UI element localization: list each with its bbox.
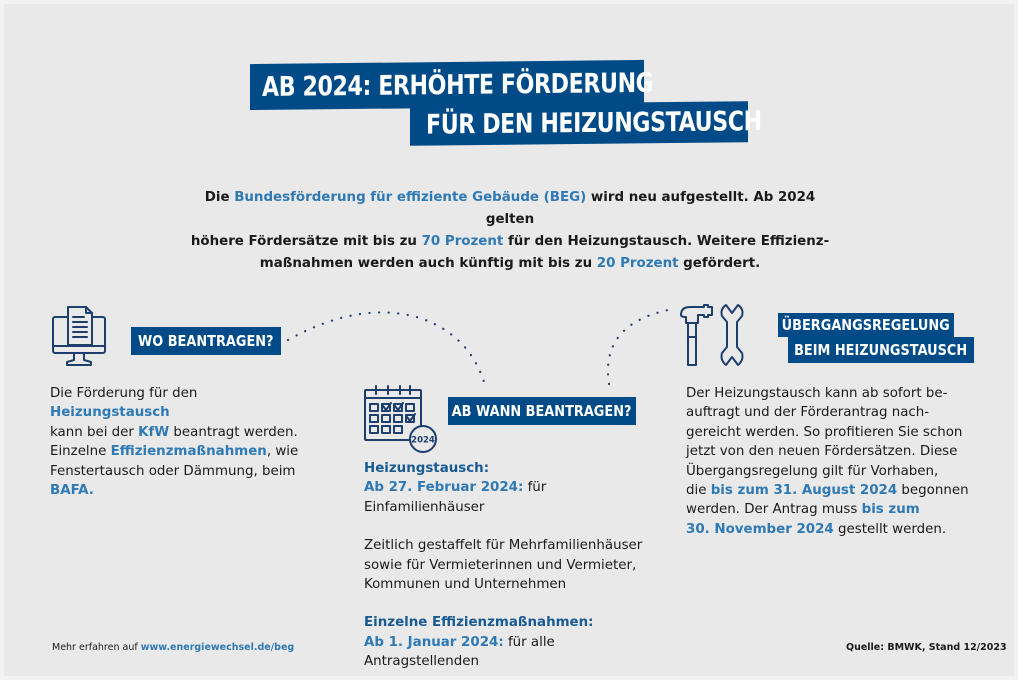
highlight-effizienzmassnahmen: Effizienzmaßnahmen: [110, 444, 267, 460]
footer-more-info: [52, 642, 294, 653]
text: Die Förderung für den: [50, 386, 198, 401]
text: für Einfamilienhäuser: [364, 480, 547, 515]
wo-beantragen-text: [50, 384, 320, 500]
monitor-document-icon: [50, 305, 108, 367]
date-1-januar: Ab 1. Januar 2024:: [364, 634, 504, 650]
label-ab-wann-beantragen: AB WANN BEANTRAGEN?: [448, 397, 636, 425]
text: Fenstertausch oder Dämmung, beim: [50, 463, 296, 479]
text: kann bei der: [50, 424, 139, 440]
text: auftragt und der Förderantrag nach-: [686, 405, 930, 421]
text: für alle Antragstellenden: [364, 634, 555, 670]
text: beantragt werden.: [169, 424, 298, 440]
calendar-2024-icon: [364, 384, 440, 454]
intro-highlight-beg: Bundesförderung für effiziente Gebäude (BEG): [234, 190, 587, 205]
intro-text: gefördert.: [678, 256, 761, 271]
intro-highlight-70: 70 Prozent: [421, 234, 504, 249]
title-line-1: AB 2024: ERHÖHTE FÖRDERUNG: [250, 60, 644, 110]
date-27-februar: Ab 27. Februar 2024:: [364, 480, 524, 496]
text: gereicht werden. So profitieren Sie schon: [686, 424, 963, 440]
intro-paragraph: [180, 187, 840, 275]
footer-source: Quelle: BMWK, Stand 12/2023: [846, 642, 1007, 653]
heading-effizienzmassnahmen: Einzelne Effizienzmaßnahmen:: [364, 615, 594, 631]
uebergang-text: [686, 384, 976, 539]
intro-text: wird neu aufgestellt. Ab 2024 gelten: [485, 190, 816, 227]
text: Der Heizungstausch kann ab sofort be-: [686, 386, 948, 401]
intro-text: für den Heizungstausch. Weitere Effizienz-: [503, 234, 830, 249]
highlight-kfw: KfW: [138, 424, 170, 440]
text: begonnen: [897, 483, 969, 499]
label-uebergangsregelung-line2: BEIM HEIZUNGSTAUSCH: [788, 337, 974, 363]
title-line-2: FÜR DEN HEIZUNGSTAUSCH: [410, 101, 748, 146]
date-31-august: bis zum 31. August 2024: [710, 483, 898, 499]
highlight-bafa: BAFA.: [50, 483, 94, 499]
footer-link-energiewechsel[interactable]: www.energiewechsel.de/beg: [140, 642, 295, 653]
text: Übergangsregelung gilt für Vorhaben,: [686, 463, 939, 479]
text: sowie für Vermieterinnen und Vermieter,: [364, 557, 637, 573]
text: die: [686, 483, 711, 499]
text: Kommunen und Unternehmen: [364, 577, 567, 593]
intro-text: maßnahmen werden auch künftig mit bis zu: [259, 256, 597, 271]
date-30-november: 30. November 2024: [686, 521, 834, 537]
text: jetzt von den neuen Fördersätzen. Diese: [686, 444, 958, 460]
text: Zeitlich gestaffelt für Mehrfamilienhäuser: [364, 538, 643, 554]
label-wo-beantragen: WO BEANTRAGEN?: [131, 327, 281, 355]
hammer-wrench-icon: [678, 303, 758, 369]
label-uebergangsregelung-line1: ÜBERGANGSREGELUNG: [778, 313, 954, 337]
text: werden. Der Antrag muss: [686, 502, 862, 518]
intro-text: höhere Fördersätze mit bis zu: [190, 234, 422, 249]
highlight-heizungstausch: Heizungstausch: [50, 405, 170, 421]
hammer-icon: [681, 305, 712, 365]
heading-heizungstausch: Heizungstausch:: [364, 461, 490, 476]
footer-text: Mehr erfahren auf: [52, 642, 141, 653]
intro-text: Die: [204, 190, 235, 205]
text: , wie: [266, 444, 299, 460]
ab-wann-text: [364, 459, 664, 672]
svg-text:2024: 2024: [411, 435, 435, 446]
intro-highlight-20: 20 Prozent: [596, 256, 679, 271]
text: Einzelne: [50, 444, 111, 460]
text: gestellt werden.: [833, 521, 947, 537]
date-bis-zum: bis zum: [861, 502, 920, 518]
wrench-icon: [722, 305, 743, 365]
